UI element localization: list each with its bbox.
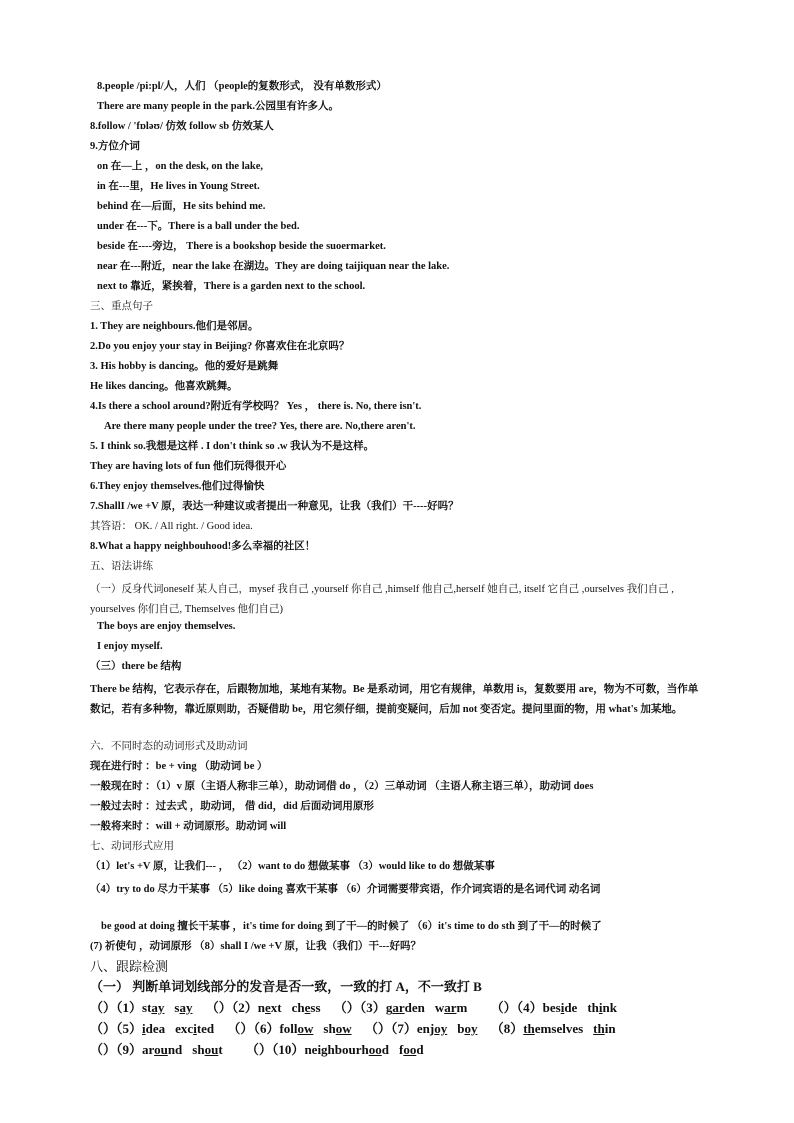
section-grammar: 五、语法讲练 (90, 561, 153, 572)
word-2a: next (257, 1000, 282, 1015)
section-practice: 八、跟踪检测 (90, 959, 169, 974)
word-8a: themselves (523, 1021, 584, 1036)
sentence-3b: He likes dancing。他喜欢跳舞。 (90, 381, 238, 392)
answer-blank-2[interactable]: （） (205, 1000, 232, 1015)
verb-forms-1: （1）let's +V 原，让我们--- ， （2）want to do 想做某事 （3）would like to do 想做某事 (90, 861, 495, 872)
verb-forms-2: （4）try to do 尽力干某事 （5）like doing 喜欢干某事 （6）介词需要带宾语，作介词宾语的是名词代词 动名词 (90, 884, 601, 895)
word-5a: idea (142, 1021, 166, 1036)
reflexive-example-1: The boys are enjoy themselves. (97, 621, 236, 632)
sentence-7-answer: 其答语： OK. / All right. / Good idea. (90, 521, 253, 532)
word-4a: beside (542, 1000, 578, 1015)
word-6b: show (323, 1021, 352, 1036)
verb-forms-3: be good at doing 擅长干某事 ，it's time for doing 到了干—的时候了 （6）it's time to do sth 到了干—的时候了 (101, 921, 602, 932)
heading-there-be: （三）there be 结构 (90, 661, 182, 672)
exercise-row-1: （）（1）stay say （）（2）next chess （）（3）garden warm （）（4）beside think (90, 1000, 617, 1015)
sentence-4b: Are there many people under the tree? Yes, there are. No,there aren't. (104, 421, 416, 432)
sentence-4: 4.Is there a school around?附近有学校吗？ Yes ， there is. No, there isn't. (90, 401, 422, 412)
section-verb-forms: 七、动词形式应用 (90, 841, 174, 852)
prep-on: on 在—上 ，on the desk, on the lake, (97, 161, 263, 172)
exercise-row-2: （）（5）idea excited （）（6）follow show （）（7）enjoy boy （8）themselves thin (90, 1021, 616, 1036)
word-6a: follow (279, 1021, 314, 1036)
reflexive-pronouns: （一）反身代词oneself 某人自己，mysef 我自己 ,yourself 你自己 ,himself 他自己,herself 她自己, itself 它自己 ,ourselves 我们自己 , yourselves 你们自己, Themselves 他们自己) (90, 584, 674, 615)
tense-present-continuous: 现在进行时 ：be + ving （助动词 be ） (90, 761, 268, 772)
answer-blank-5[interactable]: （） (90, 1021, 117, 1036)
verb-forms-4: (7) 祈使句 ，动词原形 （8）shall I /we +V 原，让我（我们）干---好吗？ (90, 941, 421, 952)
section-key-sentences: 三、重点句子 (90, 301, 153, 312)
sentence-5: 5. I think so.我想是这样 . I don't think so .w 我认为不是这样。 (90, 441, 375, 452)
prep-near: near 在---附近，near the lake 在湖边。They are doing taijiquan near the lake. (97, 261, 450, 272)
sentence-5b: They are having lots of fun 他们玩得很开心 (90, 461, 287, 472)
answer-blank-7[interactable]: （） (364, 1021, 391, 1036)
exercise-row-3: （）（9）around shout （）（10）neighbourhood food (90, 1042, 424, 1057)
word-2b: chess (291, 1000, 321, 1015)
sentence-1: 1. They are neighbours.他们是邻居。 (90, 321, 259, 332)
tense-simple-present: 一般现在时 ：（1）v 原（主语人称非三单），助动词借 do ，（2）三单动词 （主语人称主语三单），助动词 does (90, 781, 594, 792)
answer-blank-3[interactable]: （） (333, 1000, 360, 1015)
answer-blank-4[interactable]: （） (490, 1000, 517, 1015)
answer-blank-9[interactable]: （） (90, 1042, 117, 1057)
word-9a: around (142, 1042, 183, 1057)
prep-behind: behind 在—后面，He sits behind me. (97, 201, 266, 212)
reflexive-example-2: I enjoy myself. (97, 641, 163, 652)
vocab-people: 8.people /pi:pl/人，人们 （people的复数形式， 没有单数形式） (97, 81, 387, 92)
vocab-people-example: There are many people in the park.公园里有许多人。 (97, 101, 339, 112)
tense-simple-future: 一般将来时 ：will + 动词原形。助动词 will (90, 821, 287, 832)
word-4b: think (587, 1000, 617, 1015)
section-tenses: 六．不同时态的动词形式及助动词 (90, 741, 248, 752)
heading-prepositions: 9.方位介词 (90, 141, 140, 152)
answer-blank-6[interactable]: （） (227, 1021, 254, 1036)
word-8b: thin (593, 1021, 616, 1036)
word-3a: garden (385, 1000, 425, 1015)
tense-simple-past: 一般过去时 ：过去式 ，助动词， 借 did，did 后面动词用原形 (90, 801, 374, 812)
answer-blank-10[interactable]: （） (245, 1042, 272, 1057)
sentence-2: 2.Do you enjoy your stay in Beijing? 你喜欢住在北京吗？ (90, 341, 350, 352)
word-7a: enjoy (416, 1021, 448, 1036)
word-3b: warm (434, 1000, 468, 1015)
sentence-6: 6.They enjoy themselves.他们过得愉快 (90, 481, 265, 492)
word-1b: say (174, 1000, 193, 1015)
prep-under: under 在---下。There is a ball under the bed. (97, 221, 300, 232)
there-be-rules: There be 结构，它表示存在，后跟物加地，某地有某物。Be 是系动词，用它有规律，单数用 is，复数要用 are，物为不可数，当作单数记，若有多种物，靠近原则助，否疑借助 be，用它须仔细，提前变疑问，后加 not 变否定。提问里面的物，用 what's 加某地。 (90, 684, 699, 715)
word-7b: boy (457, 1021, 478, 1036)
sentence-3: 3. His hobby is dancing。他的爱好是跳舞 (90, 361, 279, 372)
sentence-7: 7.ShallI /we +V 原，表达一种建议或者提出一种意见，让我（我们）干----好吗？ (90, 501, 459, 512)
prep-in: in 在---里，He lives in Young Street. (97, 181, 260, 192)
word-1a: stay (142, 1000, 165, 1015)
word-9b: shout (192, 1042, 223, 1057)
practice-instructions: （一） 判断单词划线部分的发音是否一致，一致的打 A，不一致打 B (90, 979, 482, 994)
prep-beside: beside 在----旁边， There is a bookshop beside the suoermarket. (97, 241, 386, 252)
prep-next-to: next to 靠近，紧挨着，There is a garden next to the school. (97, 281, 366, 292)
vocab-follow: 8.follow / 'fɒləʊ/ 仿效 follow sb 仿效某人 (90, 121, 274, 132)
word-10a: neighbourhood (304, 1042, 389, 1057)
answer-blank-1[interactable]: （） (90, 1000, 117, 1015)
sentence-8: 8.What a happy neighbouhood!多么幸福的社区！ (90, 541, 316, 552)
word-10b: food (398, 1042, 424, 1057)
word-5b: excited (175, 1021, 215, 1036)
